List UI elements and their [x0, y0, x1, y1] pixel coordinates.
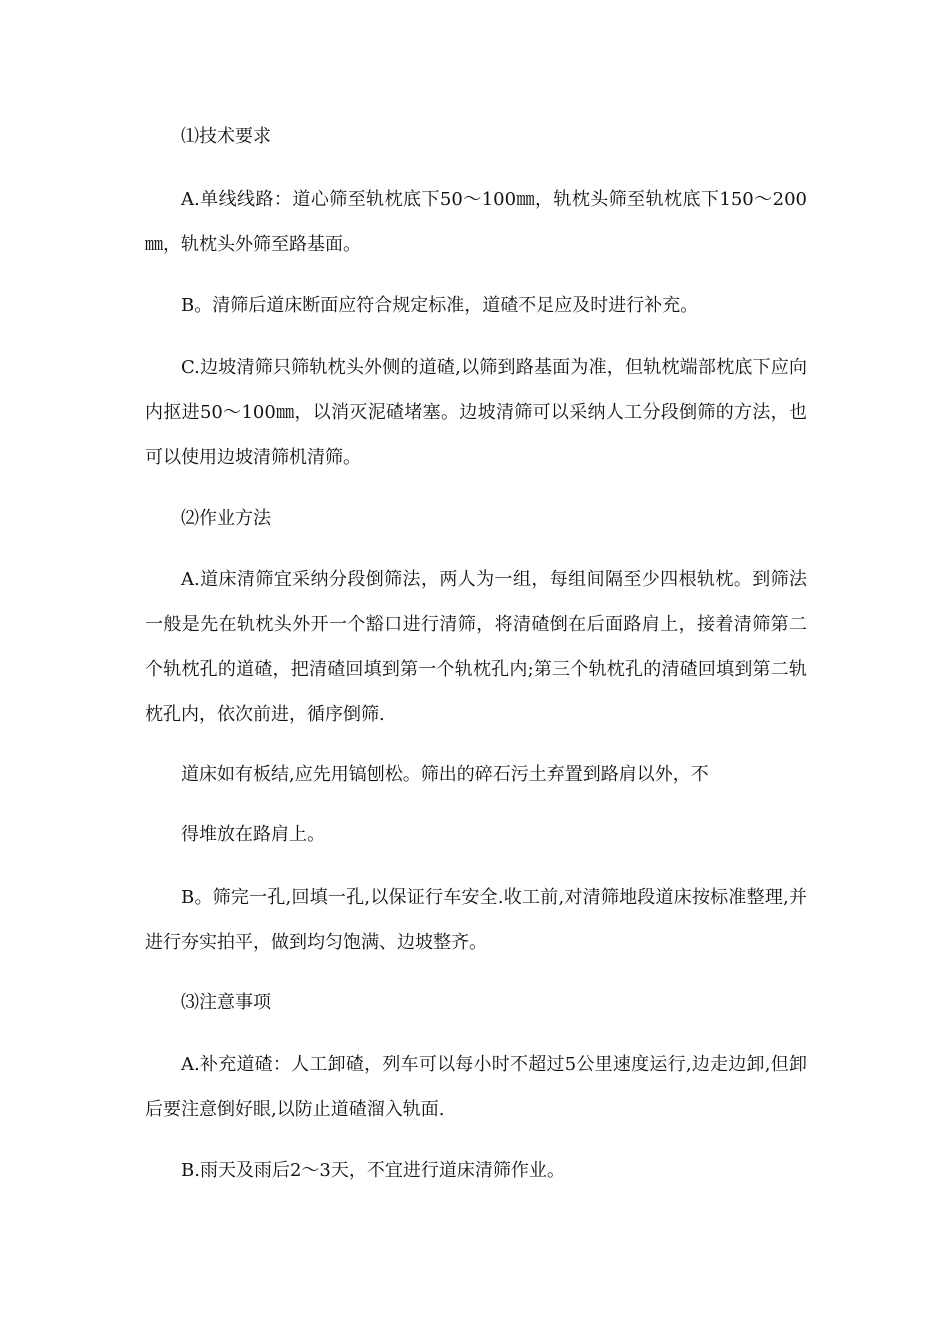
paragraph-segmented-screening: A.道床清筛宜采纳分段倒筛法，两人为一组，每组间隔至少四根轨枕。到筛法一般是先在轨枕头外开一个豁口进行清筛，将清碴倒在后面路肩上，接着清筛第二个轨枕孔的道碴，把清碴回填到第一个轨枕孔内;第三个轨枕孔的清碴回填到第二轨枕孔内，依次前进，循序倒筛.	[145, 569, 807, 725]
section-heading-precautions: ⑶注意事项	[181, 992, 271, 1013]
paragraph-rainy-days: B.雨天及雨后2～3天，不宜进行道床清筛作业。	[181, 1160, 565, 1181]
paragraph-backfill: B。筛完一孔,回填一孔,以保证行车安全.收工前,对清筛地段道床按标准整理,并进行夯实拍平，做到均匀饱满、边坡整齐。	[145, 887, 807, 953]
paragraph-single-line: A.单线线路：道心筛至轨枕底下50～100㎜，轨枕头筛至轨枕底下150～200㎜，轨枕头外筛至路基面。	[145, 189, 807, 255]
paragraph-supplement-ballast: A.补充道碴：人工卸碴，列车可以每小时不超过5公里速度运行,边走边卸,但卸后要注意倒好眼,以防止道碴溜入轨面.	[145, 1054, 807, 1120]
paragraph-profile-standard: B。清筛后道床断面应符合规定标准，道碴不足应及时进行补充。	[181, 295, 699, 316]
paragraph-no-stacking: 得堆放在路肩上。	[181, 824, 325, 845]
section-heading-technical-requirements: ⑴技术要求	[181, 126, 271, 147]
paragraph-compacted-bed: 道床如有板结,应先用镐刨松。筛出的碎石污土弃置到路肩以外，不	[181, 764, 709, 785]
paragraph-slope-screening: C.边坡清筛只筛轨枕头外侧的道碴,以筛到路基面为准，但轨枕端部枕底下应向内抠进50～100㎜，以消灭泥碴堵塞。边坡清筛可以采纳人工分段倒筛的方法，也可以使用边坡清筛机清筛。	[145, 357, 807, 468]
section-heading-work-method: ⑵作业方法	[181, 508, 271, 529]
